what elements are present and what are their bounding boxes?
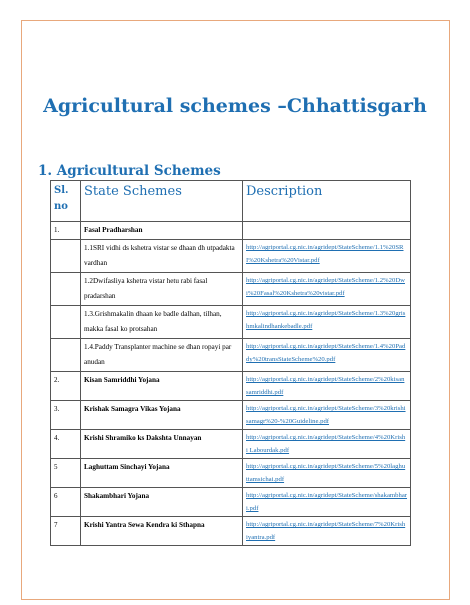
scheme-name: Kisan Samriddhi Yojana [81, 372, 243, 401]
table-header-row [51, 181, 411, 222]
scheme-pdf-link[interactable]: http://agriportal.cg.nic.in/agridept/StateScheme/4%20Krishi Labourdak.pdf [246, 434, 406, 454]
table-row [51, 459, 411, 488]
table-row [51, 339, 411, 372]
scheme-name: Shakambhari Yojana [81, 488, 243, 517]
header-description: Description [243, 181, 411, 222]
table-row [51, 372, 411, 401]
scheme-pdf-link[interactable]: http://agriportal.cg.nic.in/agridept/StateScheme/2%20kisansamriddhi.pdf [246, 376, 405, 396]
scheme-name: 1.1SRI vidhi ds kshetra vistar se dhaan dh utpadakta vardhan [81, 240, 243, 273]
table-row [51, 488, 411, 517]
table-row [51, 240, 411, 273]
row-number: 1. [51, 222, 81, 240]
description-cell [243, 339, 411, 372]
section-title: 1. Agricultural Schemes [38, 163, 221, 179]
scheme-name: Laghuttam Sinchayi Yojana [81, 459, 243, 488]
table-row [51, 401, 411, 430]
row-number: 4. [51, 430, 81, 459]
scheme-name: 1.2Dwifasliya kshetra vistar hetu rabi fasal pradarshan [81, 273, 243, 306]
scheme-name: 1.4.Paddy Transplanter machine se dhan ropayi par anudan [81, 339, 243, 372]
table-row [51, 306, 411, 339]
scheme-pdf-link[interactable]: http://agriportal.cg.nic.in/agridept/StateScheme/1.2%20Dwi%20Fasal%20Kshetra%20vistar.pdf [246, 277, 405, 297]
description-cell [243, 401, 411, 430]
row-number [51, 240, 81, 273]
scheme-name: Krishi Yantra Sewa Kendra ki Sthapna [81, 517, 243, 546]
row-number: 7 [51, 517, 81, 546]
scheme-name: Fasal Pradharshan [81, 222, 243, 240]
scheme-pdf-link[interactable]: http://agriportal.cg.nic.in/agridept/StateScheme/shakambhari.pdf [246, 492, 408, 512]
scheme-pdf-link[interactable]: http://agriportal.cg.nic.in/agridept/StateScheme/3%20krishisamagr%20-%20Guideline.pdf [246, 405, 406, 425]
table-row [51, 222, 411, 240]
row-number: 6 [51, 488, 81, 517]
row-number [51, 306, 81, 339]
description-cell [243, 222, 411, 240]
description-cell [243, 459, 411, 488]
scheme-name: 1.3.Grishmakalin dhaan ke badle dalhan, tilhan, makka fasal ko protsahan [81, 306, 243, 339]
description-cell [243, 240, 411, 273]
header-state-schemes: State Schemes [81, 181, 243, 222]
header-sl-no: Sl. no [51, 181, 81, 222]
description-cell [243, 517, 411, 546]
description-cell [243, 372, 411, 401]
table-row [51, 273, 411, 306]
page-title: Agricultural schemes –Chhattisgarh [43, 95, 427, 117]
table-row [51, 517, 411, 546]
table-row [51, 430, 411, 459]
scheme-pdf-link[interactable]: http://agriportal.cg.nic.in/agridept/StateScheme/1.1%20SRI%20Kshetra%20Vistar.pdf [246, 244, 404, 264]
scheme-pdf-link[interactable]: http://agriportal.cg.nic.in/agridept/StateScheme/1.3%20grishmkalindhankebadle.pdf [246, 310, 406, 330]
row-number: 2. [51, 372, 81, 401]
row-number [51, 339, 81, 372]
row-number: 5 [51, 459, 81, 488]
scheme-pdf-link[interactable]: http://agriportal.cg.nic.in/agridept/StateScheme/5%20laghuttamsichai.pdf [246, 463, 406, 483]
description-cell [243, 273, 411, 306]
row-number: 3. [51, 401, 81, 430]
scheme-name: Krishak Samagra Vikas Yojana [81, 401, 243, 430]
row-number [51, 273, 81, 306]
scheme-pdf-link[interactable]: http://agriportal.cg.nic.in/agridept/StateScheme/7%20Krishiyantra.pdf [246, 521, 406, 541]
table-body [51, 222, 411, 546]
description-cell [243, 430, 411, 459]
schemes-table [50, 180, 411, 546]
scheme-pdf-link[interactable]: http://agriportal.cg.nic.in/agridept/StateScheme/1.4%20Paddy%20transStateScheme%20.pdf [246, 343, 406, 363]
description-cell [243, 488, 411, 517]
scheme-name: Krishi Shramiko ks Dakshta Unnayan [81, 430, 243, 459]
description-cell [243, 306, 411, 339]
